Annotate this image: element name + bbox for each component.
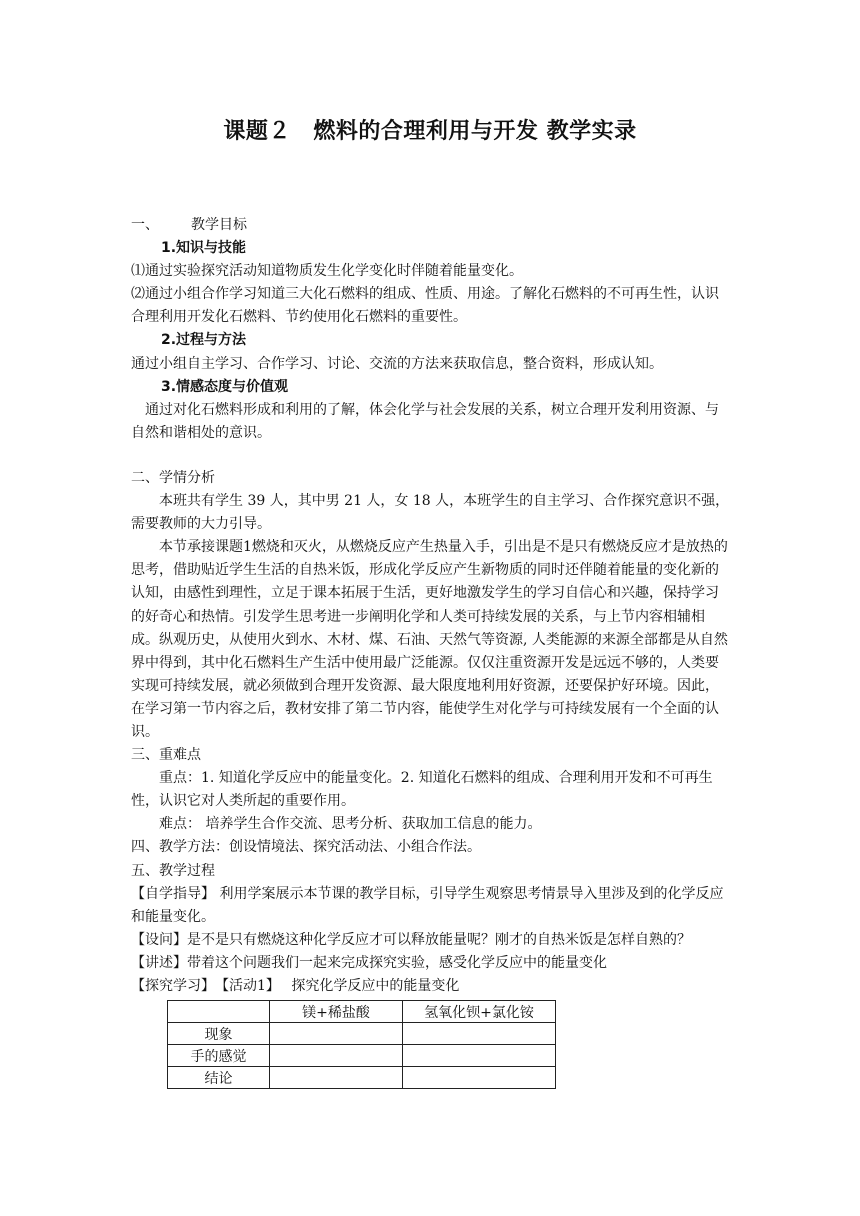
section1-p2: ⑵通过小组合作学习知道三大化石燃料的组成、性质、用途。了解化石燃料的不可再生性，认识合理利用开发化石燃料、节约使用化石燃料的重要性。 xyxy=(131,286,719,326)
section3-p2: 难点： 培养学生合作交流、思考分析、获取加工信息的能力。 xyxy=(159,816,542,833)
section4-text: 四、教学方法：创设情境法、探究活动法、小组合作法。 xyxy=(131,839,481,856)
table-header-cell xyxy=(168,1001,270,1023)
table-cell xyxy=(270,1023,403,1045)
table-row xyxy=(168,1023,556,1045)
section1-heading-text: 教学目标 xyxy=(191,217,247,233)
section1-heading xyxy=(131,214,731,237)
table-cell xyxy=(270,1045,403,1067)
section3-p1: 重点：1. 知道化学反应中的能量变化。2. 知道化石燃料的组成、合理利用开发和不可再生性，认识它对人类所起的重要作用。 xyxy=(131,770,713,810)
table-cell xyxy=(270,1067,403,1089)
section5-p1: 【自学指导】 利用学案展示本节课的教学目标，引导学生观察思考情景导入里涉及到的化学反应和能量变化。 xyxy=(131,885,724,925)
section5-p3: 【讲述】带着这个问题我们一起来完成探究实验，感受化学反应中的能量变化 xyxy=(131,954,607,971)
section5-p4: 【探究学习】 【活动1】 探究化学反应中的能量变化 xyxy=(131,978,460,994)
section5-heading: 五、教学过程 xyxy=(131,862,215,879)
table-header-cell: 氢氧化钡+氯化铵 xyxy=(403,1001,556,1023)
table-cell xyxy=(403,1067,556,1089)
table-cell xyxy=(403,1023,556,1045)
section2-p1: 本班共有学生 39 人，其中男 21 人，女 18 人，本班学生的自主学习、合作探究意识不强，需要教师的大力引导。 xyxy=(131,493,730,533)
table-cell xyxy=(403,1045,556,1067)
section1-p1: ⑴通过实验探究活动知道物质发生化学变化时伴随着能量变化。 xyxy=(131,263,523,280)
section1-p3: 通过小组自主学习、合作学习、讨论、交流的方法来获取信息，整合资料，形成认知。 xyxy=(131,355,663,372)
experiment-table xyxy=(167,1000,556,1089)
table-header-cell: 镁+稀盐酸 xyxy=(270,1001,403,1023)
section2-heading: 二、学情分析 xyxy=(131,469,215,486)
section1-sub1: 1.知识与技能 xyxy=(161,240,247,257)
table-header-row xyxy=(168,1001,556,1023)
section1-sub2: 2.过程与方法 xyxy=(161,332,247,349)
document-title: 课题２ 燃料的合理利用与开发 教学实录 xyxy=(223,119,637,144)
section1-sub3: 3.情感态度与价值观 xyxy=(161,378,289,395)
table-row-label: 结论 xyxy=(168,1067,270,1089)
section5-p2: 【设问】是不是只有燃烧这种化学反应才可以释放能量呢？刚才的自热米饭是怎样自熟的？ xyxy=(131,931,691,948)
table-row-label: 手的感觉 xyxy=(168,1045,270,1067)
section1-p4: 通过对化石燃料形成和利用的了解，体会化学与社会发展的关系，树立合理开发利用资源、与自然和谐相处的意识。 xyxy=(131,401,719,441)
table-row-label: 现象 xyxy=(168,1023,270,1045)
section3-heading: 三、重难点 xyxy=(131,747,201,764)
table-row xyxy=(168,1045,556,1067)
section2-p2: 本节承接课题1燃烧和灭火，从燃烧反应产生热量入手，引出是不是只有燃烧反应才是放热的思考，借助贴近学生生活的自热米饭，形成化学反应产生新物质的同时还伴随着能量的变化新的认知，由感性到理性，立足于课本拓展于生活，更好地激发学生的学习自信心和兴趣，保持学习的好奇心和热情。引发学生思考进一步阐明化学和人类可持续发展的关系，与上节内容相辅相成。纵观历史，从使用火到水、木材、煤、石油、天然气等资源, 人类能源的来源全部都是从自然界中得到，其中化石燃料生产生活中使用最广泛能源。仅仅注重资源开发是远远不够的，人类要实现可持续发展，就必须做到合理开发资源、最大限度地利用好资源，还要保护好环境。因此，在学习第一节内容之后，教材安排了第二节内容，能使学生对化学与可持续发展有一个全面的认识。 xyxy=(131,539,728,740)
section1-number: 一、 xyxy=(131,217,159,233)
document-body xyxy=(131,214,731,998)
table-row xyxy=(168,1067,556,1089)
